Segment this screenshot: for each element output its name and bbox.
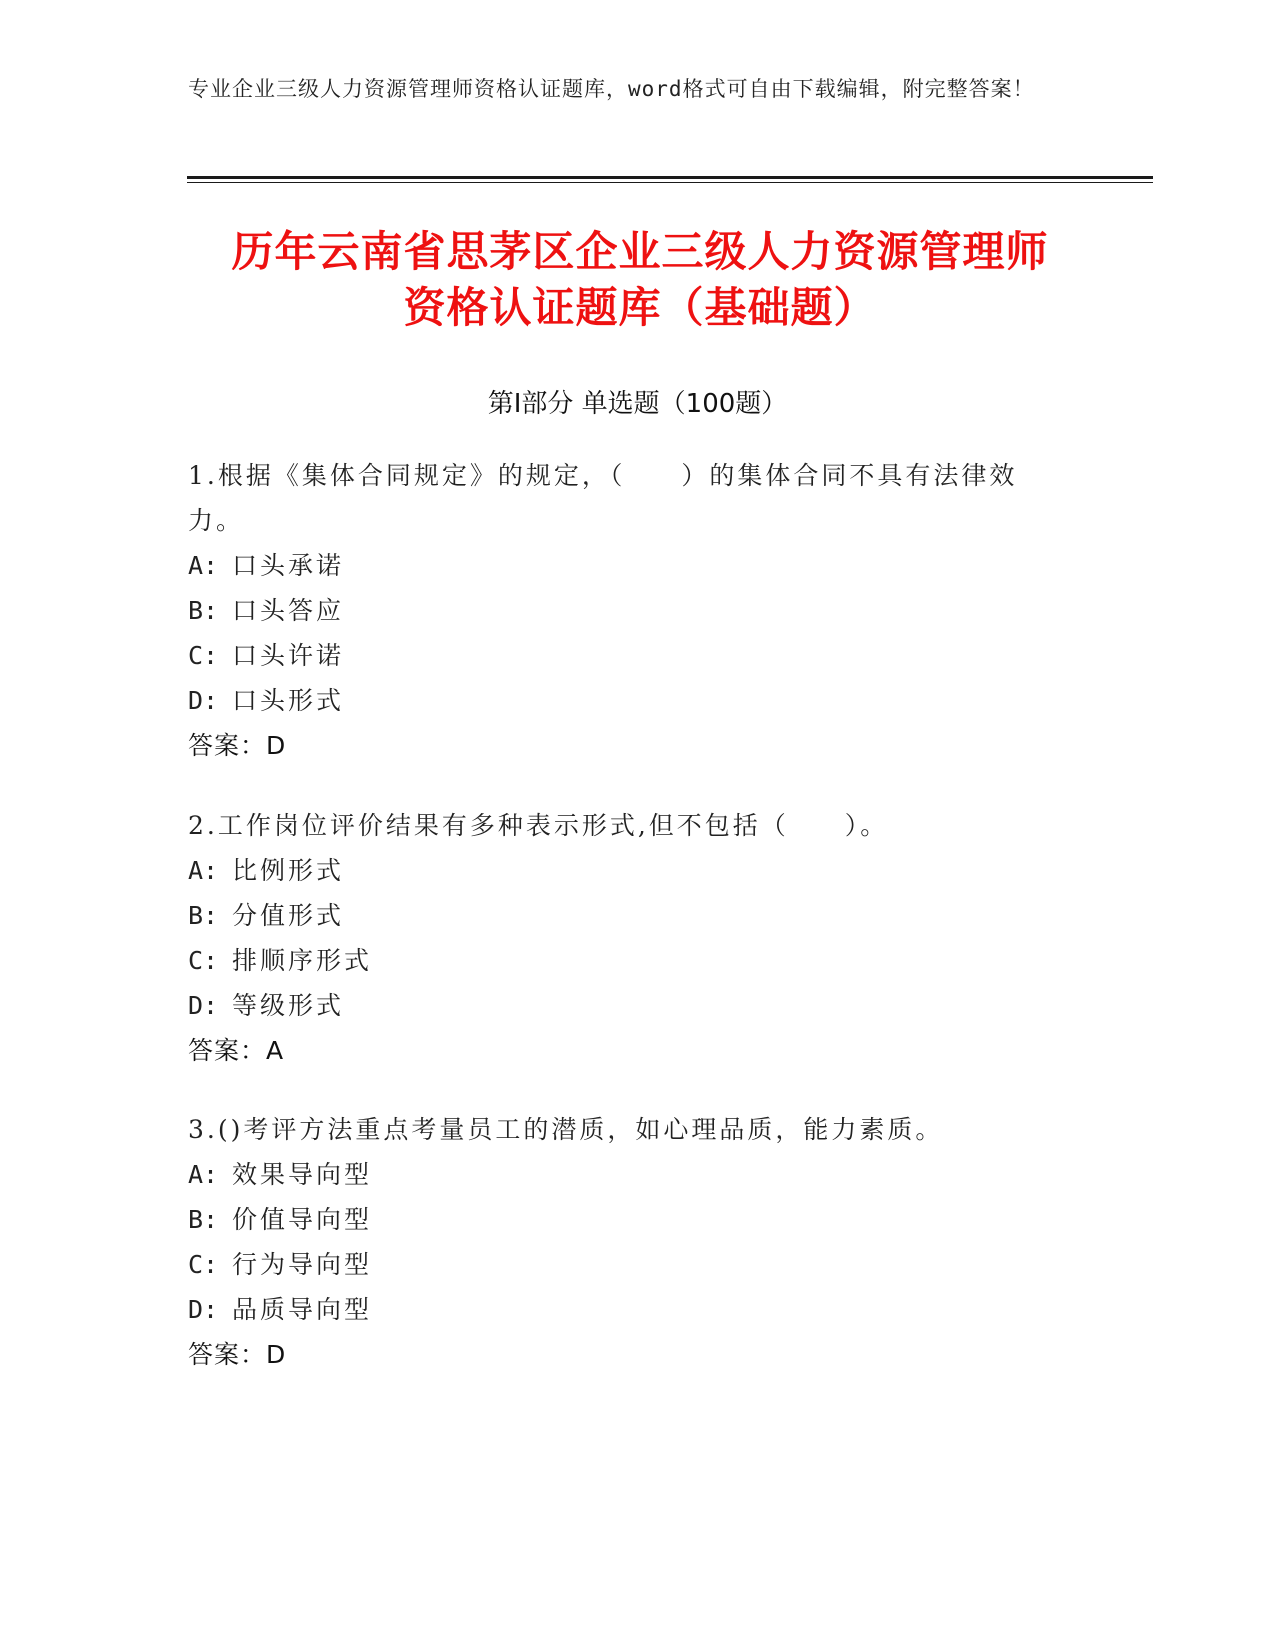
option-text: 等级形式 xyxy=(232,991,345,1020)
option-letter: D: xyxy=(188,1295,219,1324)
option-c xyxy=(188,938,1068,983)
option-letter: D: xyxy=(188,991,219,1020)
option-letter: B: xyxy=(188,1205,219,1234)
answer-line: 答案：D xyxy=(188,731,287,760)
question-stem: 3.()考评方法重点考量员工的潜质，如心理品质，能力素质。 xyxy=(188,1115,944,1144)
header-divider-thick xyxy=(187,176,1153,179)
question-stem: 1.根据《集体合同规定》的规定，（ ）的集体合同不具有法律效力。 xyxy=(188,461,1018,535)
question-2 xyxy=(188,803,1068,1073)
option-a xyxy=(188,543,1068,588)
document-title-line-1: 历年云南省思茅区企业三级人力资源管理师 xyxy=(231,227,1049,276)
option-text: 分值形式 xyxy=(232,901,345,930)
option-b xyxy=(188,1197,1068,1242)
option-text: 价值导向型 xyxy=(232,1205,373,1234)
option-d xyxy=(188,678,1068,723)
option-d xyxy=(188,1287,1068,1332)
option-a xyxy=(188,848,1068,893)
option-letter: A: xyxy=(188,551,219,580)
document-title-line-2: 资格认证题库（基础题） xyxy=(403,283,877,332)
option-letter: C: xyxy=(188,641,219,670)
option-b xyxy=(188,588,1068,633)
question-3 xyxy=(188,1107,1068,1377)
option-text: 口头承诺 xyxy=(232,551,345,580)
option-c xyxy=(188,633,1068,678)
answer-line: 答案：A xyxy=(188,1036,285,1065)
option-a xyxy=(188,1152,1068,1197)
option-text: 行为导向型 xyxy=(232,1250,373,1279)
option-text: 比例形式 xyxy=(232,856,345,885)
document-title xyxy=(160,224,1120,336)
answer-line: 答案：D xyxy=(188,1340,287,1369)
question-stem: 2.工作岗位评价结果有多种表示形式,但不包括（ ）。 xyxy=(188,811,889,840)
option-letter: C: xyxy=(188,946,219,975)
option-letter: B: xyxy=(188,596,219,625)
option-letter: A: xyxy=(188,856,219,885)
option-letter: A: xyxy=(188,1160,219,1189)
option-c xyxy=(188,1242,1068,1287)
option-text: 品质导向型 xyxy=(232,1295,373,1324)
option-letter: B: xyxy=(188,901,219,930)
option-b xyxy=(188,893,1068,938)
option-text: 口头答应 xyxy=(232,596,345,625)
question-1 xyxy=(188,453,1068,768)
option-text: 排顺序形式 xyxy=(232,946,373,975)
section-heading: 第Ⅰ部分 单选题（100题） xyxy=(487,389,788,419)
option-d xyxy=(188,983,1068,1028)
option-text: 口头形式 xyxy=(232,686,345,715)
option-text: 口头许诺 xyxy=(232,641,345,670)
option-text: 效果导向型 xyxy=(232,1160,373,1189)
header-note: 专业企业三级人力资源管理师资格认证题库，word格式可自由下载编辑，附完整答案！ xyxy=(188,77,1035,101)
option-letter: D: xyxy=(188,686,219,715)
option-letter: C: xyxy=(188,1250,219,1279)
header-divider-thin xyxy=(187,182,1153,183)
